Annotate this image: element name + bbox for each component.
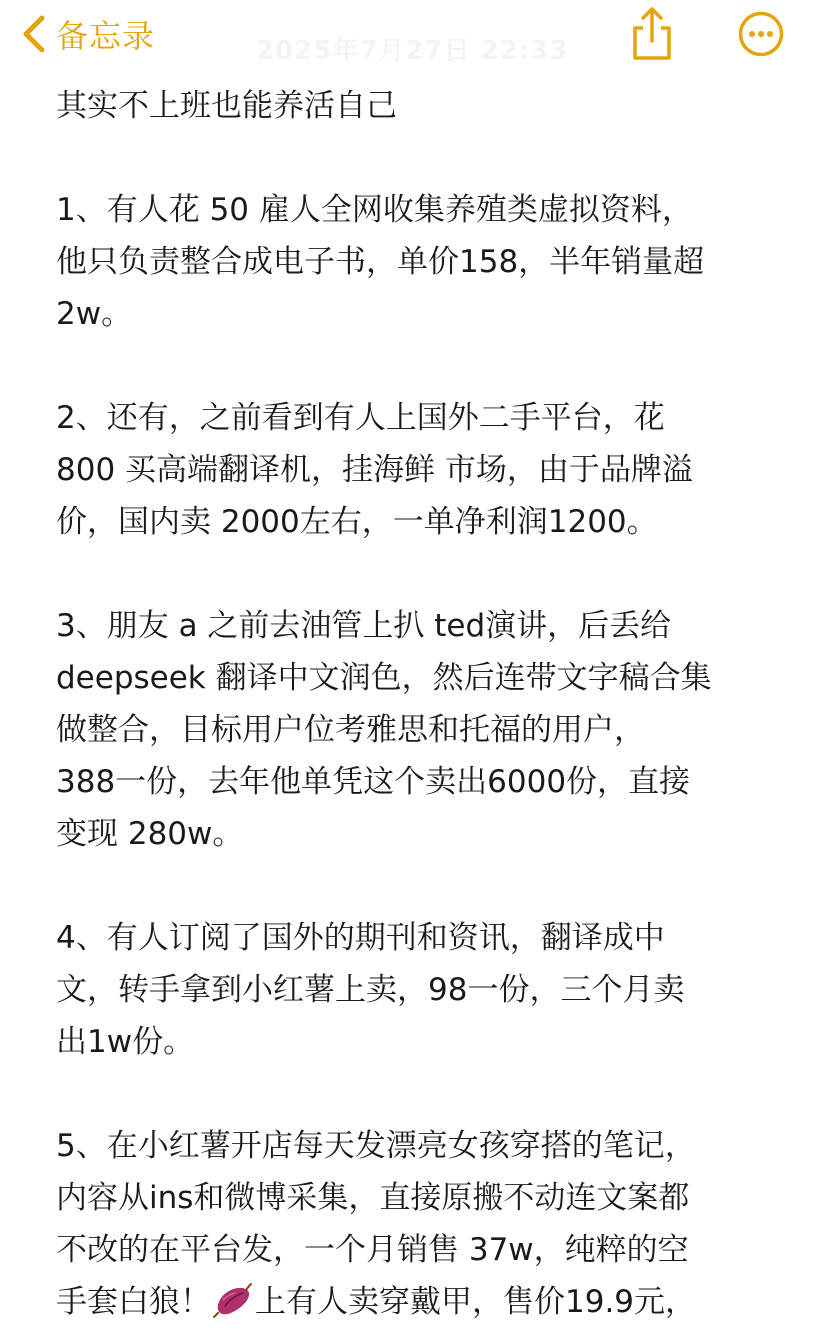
chevron-left-icon	[22, 14, 46, 54]
note-line: 388一份，去年他单凭这个卖出6000份，直接	[56, 764, 691, 800]
blank-line	[56, 1068, 786, 1120]
blank-line	[56, 860, 786, 912]
blank-line	[56, 548, 786, 600]
note-line: 做整合，目标用户位考雅思和托福的用户，	[56, 712, 645, 748]
note-line: 内容从ins和微博采集，直接原搬不动连文案都	[56, 1180, 690, 1216]
note-line: 不改的在平台发，一个月销售 37w，纯粹的空	[56, 1232, 689, 1268]
share-button[interactable]	[630, 6, 674, 62]
note-line	[56, 1276, 786, 1328]
note-line: 3、朋友 a 之前去油管上扒 ted演讲，后丢给	[56, 608, 672, 644]
note-title: 其实不上班也能养活自己	[56, 88, 397, 124]
note-line: 出1w份。	[56, 1024, 195, 1060]
note-line: 价，国内卖 2000左右，一单净利润1200。	[56, 504, 658, 540]
note-line: 5、在小红薯开店每天发漂亮女孩穿搭的笔记，	[56, 1128, 696, 1164]
note-body[interactable]	[56, 80, 786, 1328]
blank-line	[56, 132, 786, 184]
note-line: 2w。	[56, 296, 133, 332]
note-line: 1、有人花 50 雇人全网收集养殖类虚拟资料，	[56, 192, 693, 228]
note-text: 上有人卖穿戴甲，售价19.9元，	[255, 1284, 697, 1320]
note-line: 他只负责整合成电子书，单价158，半年销量超	[56, 244, 705, 280]
share-icon	[630, 6, 674, 62]
back-label: 备忘录	[56, 17, 156, 55]
back-button[interactable]	[22, 10, 155, 58]
note-line: deepseek 翻译中文润色，然后连带文字稿合集	[56, 660, 712, 696]
note-line: 4、有人订阅了国外的期刊和资讯，翻译成中	[56, 920, 665, 956]
more-icon	[738, 11, 784, 57]
sweet-potato-icon	[213, 1282, 253, 1318]
note-line: 变现 280w。	[56, 816, 244, 852]
note-line: 2、还有，之前看到有人上国外二手平台，花	[56, 400, 665, 436]
nav-bar	[0, 0, 828, 72]
note-line: 800 买高端翻译机，挂海鲜 市场，由于品牌溢	[56, 452, 693, 488]
more-button[interactable]	[738, 11, 784, 57]
blank-line	[56, 340, 786, 392]
note-line: 文，转手拿到小红薯上卖，98一份，三个月卖	[56, 972, 685, 1008]
note-date: 2025年7月27日 22:33	[256, 36, 569, 66]
note-text: 手套白狼！	[56, 1284, 211, 1320]
